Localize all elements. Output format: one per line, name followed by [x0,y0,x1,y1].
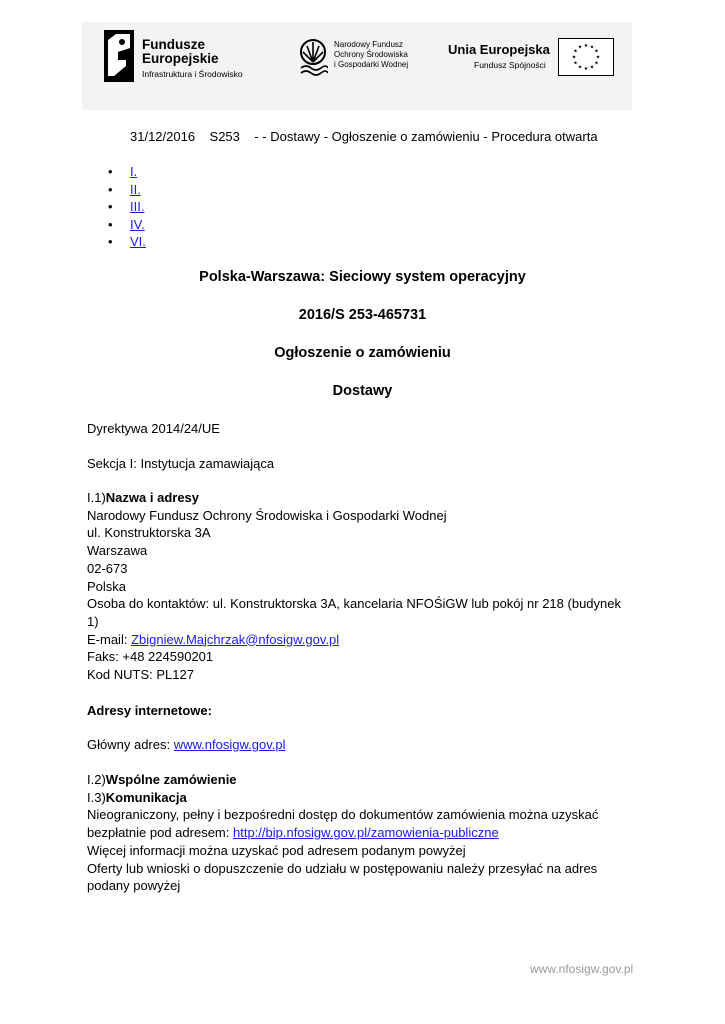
section-nav-item [108,216,146,234]
svg-text:★: ★ [594,48,599,55]
svg-text:★: ★ [595,54,601,61]
notice-description: - - Dostawy - Ogłoszenie o zamówieniu - Procedura otwarta [254,129,598,144]
fe-title-line1: Fundusze [142,37,205,52]
communication-line-2 [87,824,647,842]
fundusze-europejskie-logo-icon [104,30,134,82]
communication-line-4: Oferty lub wnioski o dopuszczenie do udziału w postępowaniu należy przesyłać na adres [87,860,598,876]
eu-subtitle: Fundusz Spójności [474,60,546,70]
main-address-line [87,736,647,754]
fundusze-europejskie-logo [104,30,254,84]
section-link-i[interactable]: I. [130,164,138,179]
section-i-heading: Sekcja I: Instytucja zamawiająca [87,456,275,471]
svg-text:★: ★ [583,66,589,72]
country: Polska [87,578,127,594]
nfosigw-logo [298,38,418,80]
i1-number: I.1) [87,490,106,505]
section-nav-item [108,233,146,251]
main-address-label: Główny adres: [87,737,174,752]
svg-text:★: ★ [583,43,589,49]
notice-title: Polska-Warszawa: Sieciowy system operacyjny [199,269,526,285]
i2-heading [87,771,647,789]
notice-date: 31/12/2016 [130,129,196,144]
section-link-iv[interactable]: IV. [130,216,145,232]
section-link-vi[interactable]: VI. [130,234,146,249]
svg-text:★: ★ [573,60,578,67]
communication-line-5: podany powyżej [87,878,181,894]
section-link-ii[interactable]: II. [130,181,141,197]
directive: Dyrektywa 2014/24/UE [87,421,220,436]
communication-line-1: Nieograniczony, pełny i bezpośredni dostęp do dokumentów zamówienia można uzyskać [87,807,599,823]
svg-text:★: ★ [589,64,595,71]
names-and-addresses-block [87,489,647,684]
svg-text:★: ★ [594,60,599,67]
contact-line-1: Osoba do kontaktów: ul. Konstruktorska 3A, kancelaria NFOŚiGW lub pokój nr 218 (budynek [87,596,621,612]
organization-name: Narodowy Fundusz Ochrony Środowiska i Gospodarki Wodnej [87,507,447,523]
eu-logo [446,38,621,80]
i2-label: Wspólne zamówienie [105,772,237,787]
nf-line3: i Gospodarki Wodnej [334,60,409,69]
main-address-link[interactable]: www.nfosigw.gov.pl [173,737,286,752]
fe-title-line2: Europejskie [142,51,219,66]
notice-meta-line [130,129,598,144]
i3-heading [87,789,647,807]
notice-category: Dostawy [332,383,393,399]
i3-label: Komunikacja [105,789,187,805]
documents-url-label: bezpłatnie pod adresem: [87,825,233,841]
eu-flag-icon [558,38,614,76]
documents-url-link[interactable]: http://bip.nfosigw.gov.pl/zamowienia-publiczne [232,825,499,841]
notice-type: Ogłoszenie o zamówieniu [274,345,451,361]
i1-label: Nazwa i adresy [105,490,200,505]
section-nav-item [108,198,146,216]
fax: Faks: +48 224590201 [87,649,214,665]
street-address: ul. Konstruktorska 3A [87,525,211,541]
section-nav-item [108,181,146,199]
notice-code: S253 [209,129,240,144]
email-line [87,631,647,649]
i3-number: I.3) [87,789,106,805]
i2-number: I.2) [87,772,106,787]
contact-line-2: 1) [87,613,99,629]
svg-text:★: ★ [589,44,595,51]
communication-line-3: Więcej informacji można uzyskać pod adresem podanym powyżej [87,842,466,858]
notice-number: 2016/S 253-465731 [298,307,427,323]
fe-subtitle: Infrastruktura i Środowisko [142,69,243,79]
nuts-code: Kod NUTS: PL127 [87,667,194,683]
internet-addresses-label: Adresy internetowe: [87,703,212,718]
svg-text:★: ★ [577,64,583,71]
i1-heading [87,489,647,507]
svg-text:★: ★ [571,54,577,61]
email-label: E-mail: [87,631,132,647]
section-link-iii[interactable]: III. [130,199,145,214]
nf-line2: Ochrony Środowiska [334,50,408,59]
footer-site: www.nfosigw.gov.pl [530,962,634,976]
section-nav-item [108,163,146,181]
internet-addresses-heading [87,702,647,720]
svg-text:★: ★ [573,48,578,55]
postal-code: 02-673 [87,560,128,576]
email-link[interactable]: Zbigniew.Majchrzak@nfosigw.gov.pl [131,631,340,647]
nf-line1: Narodowy Fundusz [334,40,403,49]
communication-block [87,771,647,895]
nfosigw-logo-icon [298,38,328,78]
svg-text:★: ★ [577,44,583,51]
section-nav [108,163,146,251]
eu-title: Unia Europejska [448,42,550,57]
city: Warszawa [87,543,148,559]
